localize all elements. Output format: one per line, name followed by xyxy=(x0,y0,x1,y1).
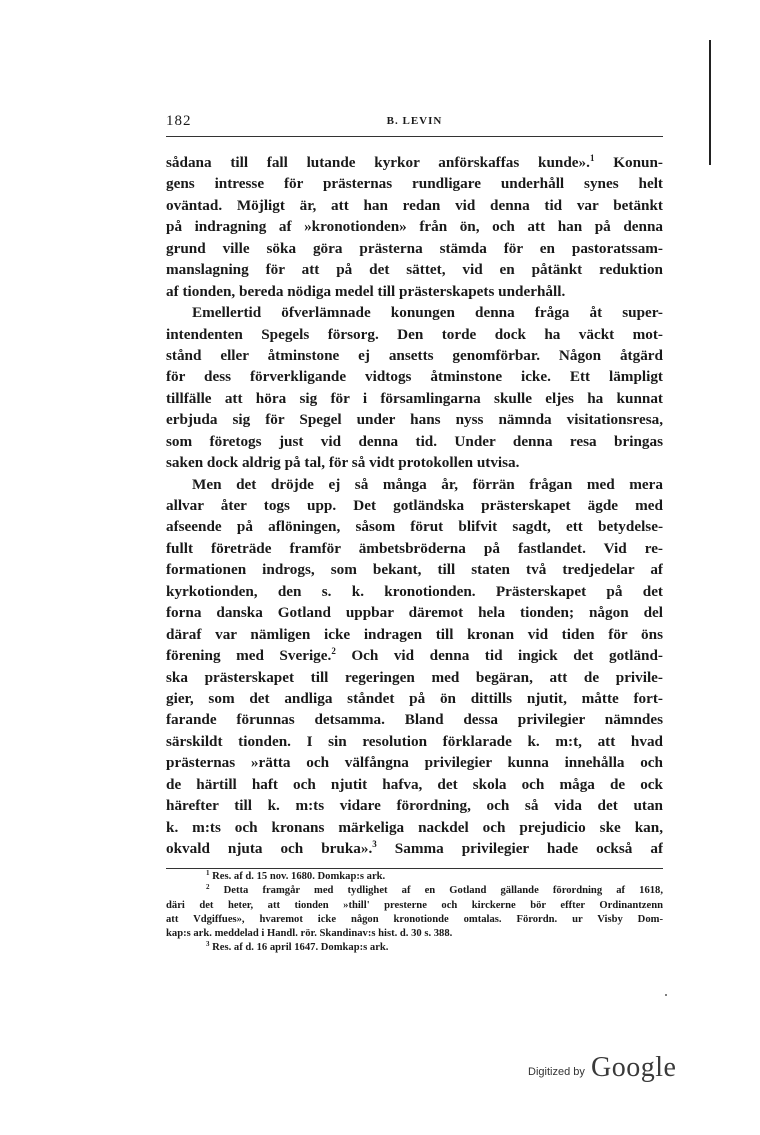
text-line: för dess förverkligande vidtogs åtminstone icke. Ett lämpligt xyxy=(166,368,663,386)
footnote-line: $^3$ Res. af d. 16 april 1647. Domkap:s ark. xyxy=(206,941,389,954)
text-line: kyrkotionden, den s. k. kronotionden. Prästerskapet på det xyxy=(166,582,663,600)
text-line: oväntad. Möjligt är, att han redan vid denna tid var betänkt xyxy=(166,196,663,214)
footnote-ref: 3 xyxy=(372,839,377,849)
text-line: sådana till fall lutande kyrkor anförskaffas kunde».$^1$ Konun- xyxy=(166,153,663,171)
footnote-rule xyxy=(166,868,663,869)
text-line: manslagning för att på det sättet, vid en påtänkt reduktion xyxy=(166,261,663,279)
footnote-marker: 3 xyxy=(206,941,210,949)
text-line: fullt företräde framför ämbetsbröderna på fastlandet. Vid re- xyxy=(166,539,663,557)
header-rule xyxy=(166,136,663,137)
text-line: gens intresse för prästernas rundligare underhåll synes helt xyxy=(166,175,663,193)
footnote-line: däri det heter, att tionden »thill' presterne och kirckerne bör effter Ordinantzenn xyxy=(166,899,663,911)
text-line: härefter till k. m:ts vidare förordning, och så vida det utan xyxy=(166,797,663,815)
text-line: erbjuda sig för Spegel under hans nyss nämnda visitationsresa, xyxy=(166,411,663,429)
text-line: intendenten Spegels försorg. Den torde dock ha väckt mot- xyxy=(166,325,663,343)
watermark-prefix: Digitized by xyxy=(528,1066,585,1078)
text-line: ska prästerskapet till regeringen med begäran, att de privile- xyxy=(166,668,663,686)
text-line: förening med Sverige.$^2$ Och vid denna tid ingick det gotländ- xyxy=(166,646,663,665)
scan-speck xyxy=(665,994,667,996)
text-line: stånd eller åtminstone ej ansetts genomförbar. Någon åtgärd xyxy=(166,346,663,364)
text-line: de härtill haft och njutit hafva, det skola och måga de ock xyxy=(166,775,663,793)
watermark-brand: Google xyxy=(591,1052,677,1083)
footnote-ref: 2 xyxy=(331,646,336,657)
footnote-marker: 1 xyxy=(206,870,210,877)
footnote-marker: 2 xyxy=(206,884,210,892)
text-line: tillfälle att höra sig för i församlingarna skulle eljes ha kunnat xyxy=(166,389,663,407)
text-line: afseende på aflöningen, såsom förut blifvit sagdt, ett betydelse- xyxy=(166,518,663,536)
footnote-ref: 1 xyxy=(589,153,595,163)
text-line: prästernas »rätta och välfångna privilegier kunna innehålla och xyxy=(166,754,663,772)
text-line: k. m:ts och kronans märkeliga nackdel och prejudicio ske kan, xyxy=(166,818,663,836)
footnote-line: kap:s ark. meddelad i Handl. rör. Skandinav:s hist. d. 30 s. 388. xyxy=(166,928,453,940)
footnote-line: $^2$ Detta framgår med tydlighet af en Gotland gällande förordning af 1618, xyxy=(206,884,663,897)
text-line: allvar åter togs upp. Det gotländska prästerskapet ägde med xyxy=(166,497,663,514)
text-line: gier, som det andliga ståndet på ön dittills njutit, måtte fort- xyxy=(166,689,663,707)
text-line: grund ville söka göra prästerna stämda för en pastoratssam- xyxy=(166,239,663,257)
footnotes xyxy=(166,870,663,956)
text-line: af tionden, bereda nödiga medel till prästerskapets underhåll. xyxy=(166,282,566,300)
text-line: Emellertid öfverlämnade konungen denna fråga åt super- xyxy=(192,304,663,322)
text-line: Men det dröjde ej så många år, förrän frågan med mera xyxy=(192,475,663,493)
text-line: särskildt tionden. I sin resolution förklarade k. m:t, att hvad xyxy=(166,732,663,750)
text-line: forna danska Gotland uppbar däremot hela tionden; någon del xyxy=(166,604,663,622)
text-line: som företogs just vid denna tid. Under denna resa bringas xyxy=(166,432,663,450)
body-text xyxy=(166,152,663,859)
page-edge-line xyxy=(709,40,711,165)
digitization-watermark xyxy=(528,1052,688,1088)
text-line: saken dock aldrig på tal, för så vidt protokollen utvisa. xyxy=(166,454,520,472)
page-number: 182 xyxy=(166,113,192,129)
footnote-line: $^1$ Res. af d. 15 nov. 1680. Domkap:s ark. xyxy=(206,870,386,882)
text-line: formationen indrogs, som bekant, till staten två tredjedelar af xyxy=(166,561,663,579)
text-line: däraf var nämligen icke indragen till kronan vid tiden för öns xyxy=(166,625,663,643)
text-line: på indragning af »kronotionden» från ön, och att han på denna xyxy=(166,218,663,236)
running-head: B. LEVIN xyxy=(386,115,443,127)
footnote-line: att Vdgiffues», hvaremot icke någon kronotionde omtalas. Förordn. ur Visby Dom- xyxy=(166,913,663,925)
text-line: farande förunnas detsamma. Bland dessa privilegier nämndes xyxy=(166,711,663,729)
page-header xyxy=(166,113,663,133)
text-line: okvald njuta och bruka».$^3$ Samma privilegier hade också af xyxy=(166,839,663,857)
